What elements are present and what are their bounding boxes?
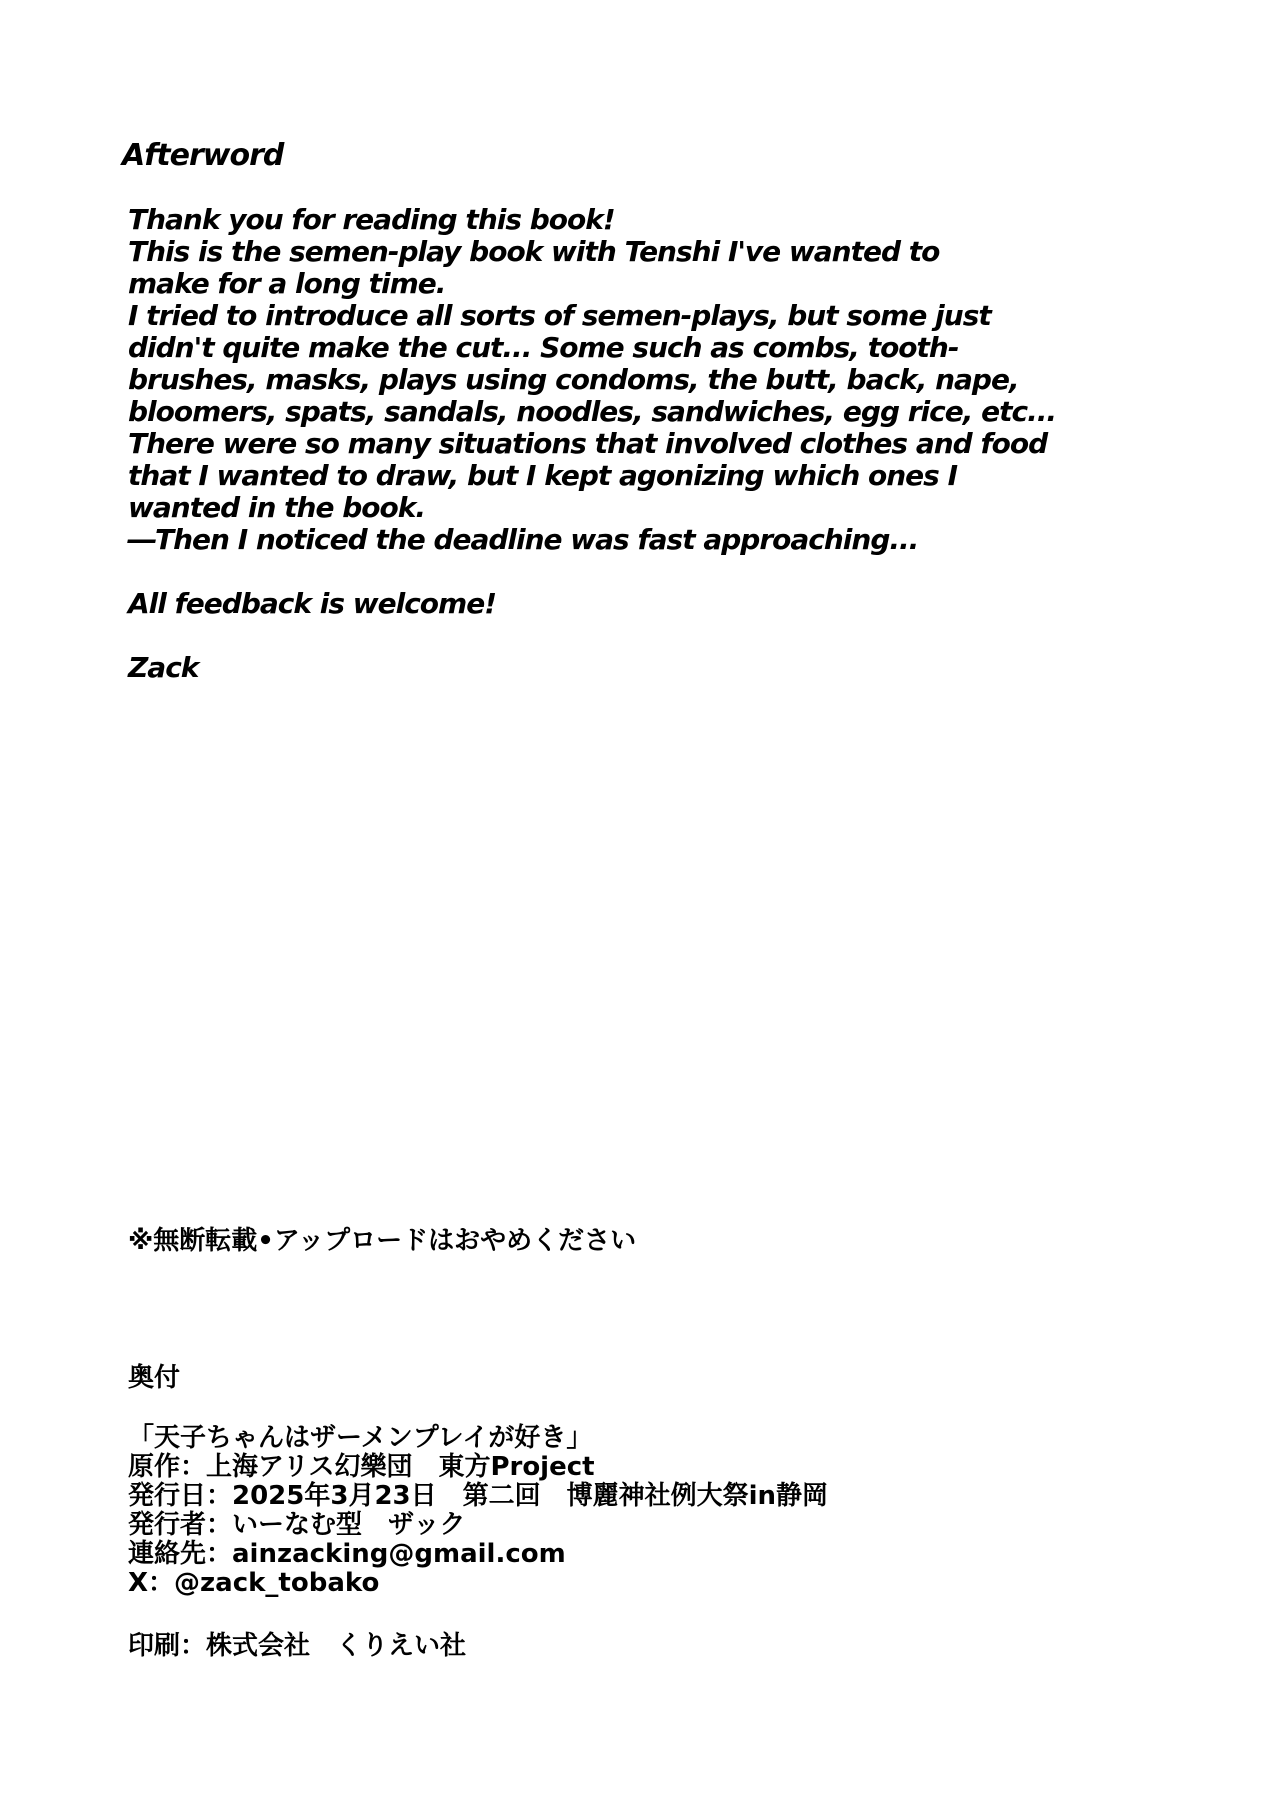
colophon-publisher: 発行者：いーなむ型 ザック xyxy=(128,1510,466,1540)
colophon-section xyxy=(128,1362,828,1662)
afterword-title: Afterword xyxy=(122,138,284,173)
afterword-line: bloomers, spats, sandals, noodles, sandwiches, egg rice, etc... xyxy=(128,395,1057,428)
afterword-line: This is the semen-play book with Tenshi I've wanted to xyxy=(128,235,940,268)
afterword-line: brushes, masks, plays using condoms, the butt, back, nape, xyxy=(128,363,1019,396)
colophon-book-title: 「天子ちゃんはザーメンプレイが好き」 xyxy=(128,1423,593,1453)
colophon-original-work: 原作：上海アリス幻樂団 東方Project xyxy=(128,1452,595,1482)
afterword-line: I tried to introduce all sorts of semen-plays, but some just xyxy=(128,299,991,332)
paragraph-gap xyxy=(128,556,1162,588)
no-repost-notice: ※無断転載•アップロードはおやめください xyxy=(128,1226,637,1256)
afterword-line: Thank you for reading this book! xyxy=(128,203,615,236)
afterword-line: didn't quite make the cut... Some such as combs, tooth- xyxy=(128,331,959,364)
afterword-line: ―Then I noticed the deadline was fast approaching... xyxy=(128,523,919,556)
colophon-printer: 印刷：株式会社 くりえい社 xyxy=(128,1631,467,1661)
colophon-heading: 奥付 xyxy=(128,1363,181,1393)
colophon-publish-date: 発行日：2025年3月23日 第二回 博麗神社例大祭in静岡 xyxy=(128,1481,829,1511)
afterword-section xyxy=(122,138,1162,684)
afterword-signature: Zack xyxy=(128,651,199,684)
afterword-line: that I wanted to draw, but I kept agonizing which ones I xyxy=(128,459,958,492)
afterword-line: make for a long time. xyxy=(128,267,446,300)
colophon-x-handle: X：@zack_tobako xyxy=(128,1568,380,1598)
afterword-body xyxy=(128,204,1162,684)
afterword-line: wanted in the book. xyxy=(128,491,425,524)
colophon-contact-email: 連絡先：ainzacking@gmail.com xyxy=(128,1539,566,1569)
paragraph-gap xyxy=(128,620,1162,652)
afterword-feedback: All feedback is welcome! xyxy=(128,587,496,620)
afterword-line: There were so many situations that involved clothes and food xyxy=(128,427,1048,460)
